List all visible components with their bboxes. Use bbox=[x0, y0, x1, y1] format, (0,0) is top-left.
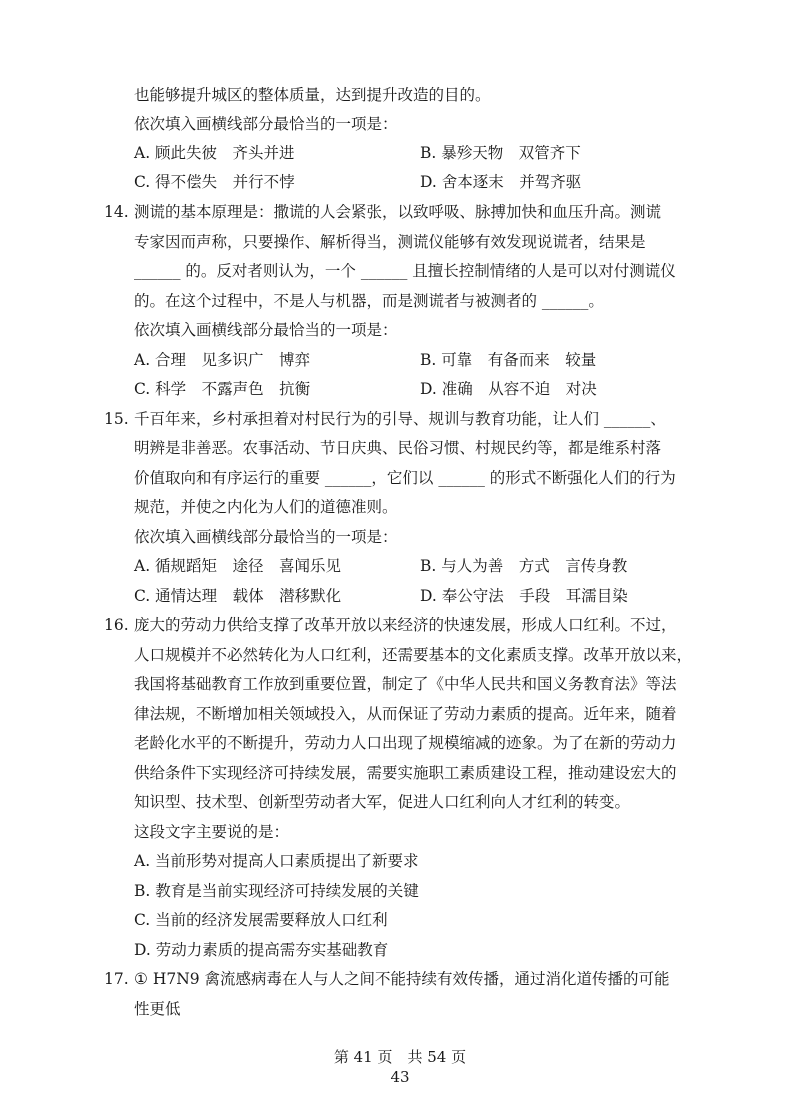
q16-line-2: 人口规模并不必然转化为人口红利，还需要基本的文化素质支撑。改革开放以来， bbox=[134, 646, 693, 664]
q15-line-4: 规范，并使之内化为人们的道德准则。 bbox=[134, 498, 398, 516]
question-number-14: 14. bbox=[104, 203, 129, 221]
q16-line-1: 庞大的劳动力供给支撑了改革开放以来经济的快速发展，形成人口红利。不过， bbox=[134, 616, 677, 634]
question-number-17: 17. bbox=[104, 970, 129, 988]
q15-line-3: 价值取向和有序运行的重要 ______，它们以 ______ 的形式不断强化人们的行为 bbox=[134, 469, 676, 487]
q16-line-7: 知识型、技术型、创新型劳动者大军，促进人口红利向人才红利的转变。 bbox=[134, 793, 631, 811]
question-number-15: 15. bbox=[104, 410, 129, 428]
q16-option-d: D. 劳动力素质的提高需夯实基础教育 bbox=[134, 941, 389, 959]
q17-line-2: 性更低 bbox=[134, 1000, 181, 1018]
q15-prompt: 依次填入画横线部分最恰当的一项是： bbox=[134, 528, 398, 546]
q15-option-b: B. 与人为善 方式 言传身教 bbox=[420, 557, 628, 575]
q16-option-b: B. 教育是当前实现经济可持续发展的关键 bbox=[134, 882, 419, 900]
q16-line-3: 我国将基础教育工作放到重要位置，制定了《中华人民共和国义务教育法》等法 bbox=[134, 675, 677, 693]
q16-line-5: 老龄化水平的不断提升，劳动力人口出现了规模缩减的迹象。为了在新的劳动力 bbox=[134, 734, 677, 752]
q14-option-a: A. 合理 见多识广 博弈 bbox=[134, 351, 311, 369]
intro-option-b: B. 暴殄天物 双管齐下 bbox=[420, 144, 581, 162]
q14-option-b: B. 可靠 有备而来 较量 bbox=[420, 351, 597, 369]
intro-option-a: A. 顾此失彼 齐头并进 bbox=[134, 144, 295, 162]
page-info-footer: 第 41 页 共 54 页 bbox=[333, 1048, 467, 1066]
q14-line-2: 专家因而声称，只要操作、解析得当，测谎仪能够有效发现说谎者，结果是 bbox=[134, 233, 646, 251]
q14-line-4: 的。在这个过程中，不是人与机器，而是测谎者与被测者的 ______。 bbox=[134, 292, 604, 310]
q15-option-a: A. 循规蹈矩 途径 喜闻乐见 bbox=[134, 557, 342, 575]
q17-line-1: ① H7N9 禽流感病毒在人与人之间不能持续有效传播，通过消化道传播的可能 bbox=[134, 970, 670, 988]
q15-option-d: D. 奉公守法 手段 耳濡目染 bbox=[420, 587, 628, 605]
intro-option-c: C. 得不偿失 并行不悖 bbox=[134, 173, 295, 191]
q15-option-c: C. 通情达理 载体 潜移默化 bbox=[134, 587, 342, 605]
carry-over-line: 也能够提升城区的整体质量，达到提升改造的目的。 bbox=[134, 86, 491, 104]
intro-option-d: D. 舍本逐末 并驾齐驱 bbox=[420, 173, 582, 191]
q15-line-2: 明辨是非善恶。农事活动、节日庆典、民俗习惯、村规民约等，都是维系村落 bbox=[134, 439, 662, 457]
q16-line-6: 供给条件下实现经济可持续发展，需要实施职工素质建设工程，推动建设宏大的 bbox=[134, 764, 677, 782]
q16-option-a: A. 当前形势对提高人口素质提出了新要求 bbox=[134, 852, 419, 870]
q14-option-c: C. 科学 不露声色 抗衡 bbox=[134, 380, 311, 398]
q14-prompt: 依次填入画横线部分最恰当的一项是： bbox=[134, 321, 398, 339]
q14-line-3: ______ 的。反对者则认为，一个 ______ 且擅长控制情绪的人是可以对付测谎仪 bbox=[134, 262, 676, 280]
q16-line-4: 律法规，不断增加相关领域投入，从而保证了劳动力素质的提高。近年来，随着 bbox=[134, 705, 677, 723]
page-number: 43 bbox=[390, 1068, 410, 1086]
q14-option-d: D. 准确 从容不迫 对决 bbox=[420, 380, 597, 398]
question-number-16: 16. bbox=[104, 616, 129, 634]
q15-line-1: 千百年来，乡村承担着对村民行为的引导、规训与教育功能，让人们 ______、 bbox=[134, 410, 666, 428]
q16-option-c: C. 当前的经济发展需要释放人口红利 bbox=[134, 911, 388, 929]
q16-prompt: 这段文字主要说的是： bbox=[134, 823, 290, 841]
intro-prompt: 依次填入画横线部分最恰当的一项是： bbox=[134, 115, 398, 133]
q14-line-1: 测谎的基本原理是：撒谎的人会紧张，以致呼吸、脉搏加快和血压升高。测谎 bbox=[134, 203, 662, 221]
